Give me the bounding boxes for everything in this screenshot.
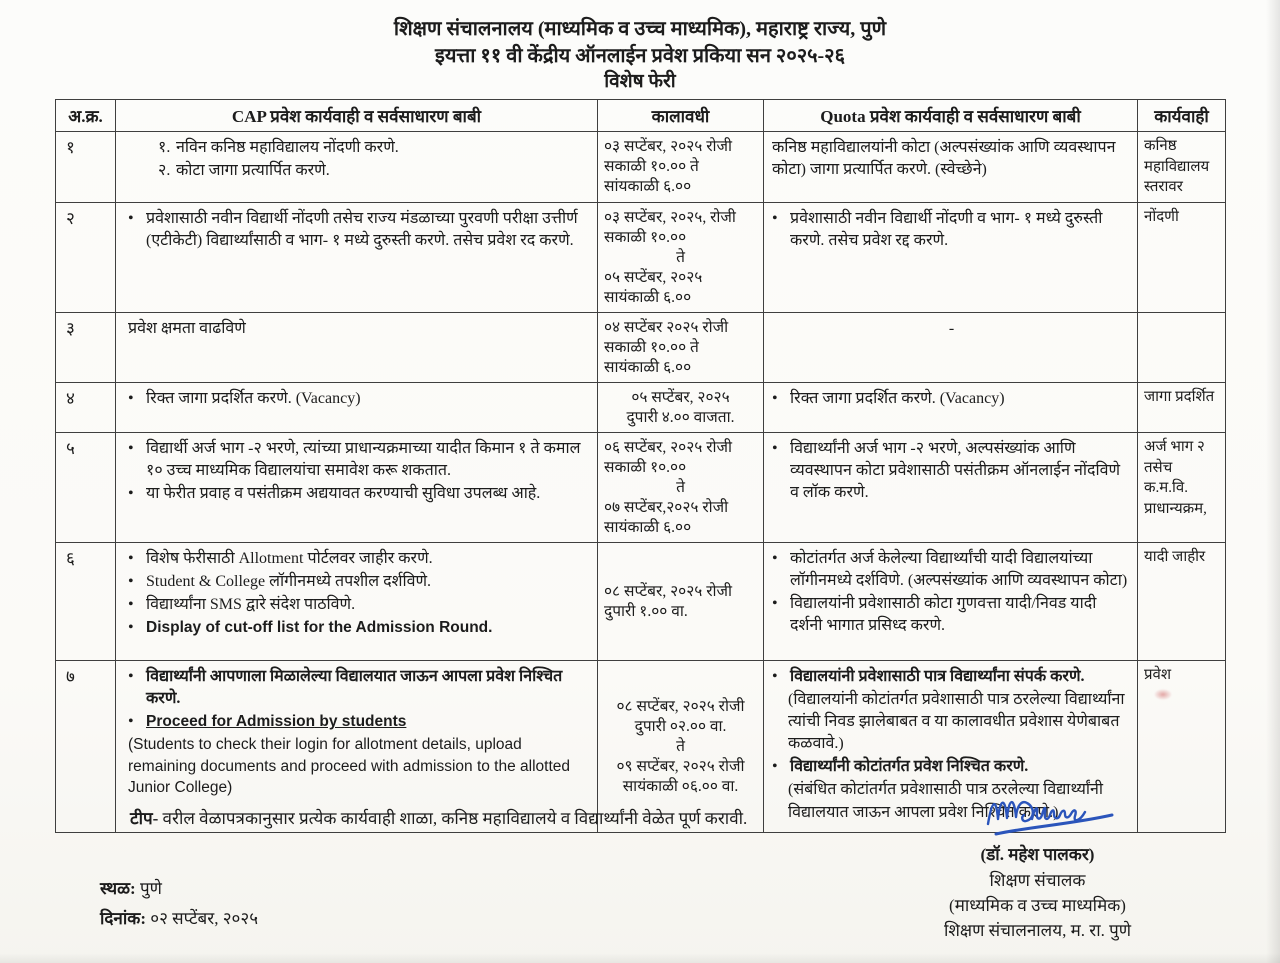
signer-name: (डॉ. महेश पालकर) [980,845,1095,864]
period-line: ०६ सप्टेंबर, २०२५ रोजी [604,439,733,457]
cell-line [788,689,1131,755]
footnote-text: वरील वेळापत्रकानुसार प्रत्येक कार्यवाही शाळा, कनिष्ठ महाविद्यालये व विद्यार्थ्यांनी वेळेत पूर्ण करावी. [162,809,748,828]
item-text: कोटा जागा प्रत्यार्पित करणे. [176,162,330,180]
item-text: रिक्त जागा प्रदर्शित करणे. (Vacancy) [146,390,361,408]
period-line: ०४ सप्टेंबर २०२५ रोजी [604,319,729,337]
cell-line [772,208,1131,252]
cell-line [128,594,591,616]
period-line: दुपारी १.०० वा. [604,603,688,621]
item-text: या फेरीत प्रवाह व पसंतीक्रम अद्ययावत करण्याची सुविधा उपलब्ध आहे. [146,485,541,503]
period-line: सायंकाळी ०६.०० वा. [622,778,739,796]
signer-title: शिक्षण संचालक [989,871,1086,890]
item-text: (विद्यालयांनी कोटांतर्गत प्रवेशासाठी पात्र ठरलेल्या विद्यार्थ्यांना त्यांची निवड झालेबाबत व या कालावधीत प्रवेशास येणेबाबत कळवावे.) [788,691,1125,753]
cell-action [1138,203,1226,313]
col-header-period: कालावधी [598,100,764,132]
table-row [56,383,1226,433]
period-line: सायंकाळी ६.०० [604,289,692,307]
col-header-cap: CAP प्रवेश कार्यवाही व सर्वसाधारण बाबी [116,100,598,132]
period-line: सायंकाळी ६.०० [604,359,692,377]
item-text: प्रवेशासाठी नवीन विद्यार्थी नोंदणी व भाग- १ मध्ये दुरुस्ती करणे. तसेच प्रवेश रद्द करणे. [790,210,1103,250]
signer-block [915,842,1160,943]
cell-line [772,388,1131,410]
cell-quota-actions [764,313,1138,383]
item-text: नविन कनिष्ठ महाविद्यालय नोंदणी करणे. [176,139,399,156]
cell-period [598,433,764,543]
cell-period [598,383,764,433]
list-marker: • [128,440,134,458]
list-marker: • [772,390,778,408]
table-row [56,203,1226,313]
cell-line [128,571,591,593]
action-text: जागा प्रदर्शित [1144,389,1215,406]
signature [980,786,1130,844]
cell-line [158,137,591,159]
period-line: सकाळी १०.०० [604,459,687,477]
list-marker: • [772,210,778,228]
cell-line [128,734,591,798]
cell-quota-actions [764,203,1138,313]
round-title: विशेष फेरी [604,71,676,92]
cell-serial: ३ [56,313,116,383]
period-line: दुपारी ०२.०० वा. [634,718,727,736]
item-text: रिक्त जागा प्रदर्शित करणे. (Vacancy) [790,390,1005,408]
period-line: सकाळी १०.०० ते [604,158,699,175]
cell-cap-actions [116,203,598,313]
table-row [56,543,1226,661]
cell-cap-actions [116,433,598,543]
place-label: स्थळ: [100,879,136,898]
cell-action [1138,543,1226,661]
stamp-mark [1154,689,1172,700]
cell-serial: ४ [56,383,116,433]
schedule-table [55,99,1226,833]
cell-action [1138,383,1226,433]
period-line: सांयकाळी ६.०० [604,178,692,195]
place-line [100,874,258,904]
period-line: ०९ सप्टेंबर, २०२५ रोजी [616,758,745,776]
list-marker: • [128,210,134,228]
list-marker: • [772,550,778,568]
item-text: (Students to check their login for allotment details, upload remaining documents and proceed with admission to the allotted Junior College) [128,736,571,797]
period-line: ०३ सप्टेंबर, २०२५ रोजी [604,138,733,155]
item-text: कोटांतर्गत अर्ज केलेल्या विद्यार्थ्यांची यादी विद्यालयांच्या लॉगीनमध्ये दर्शविणे. (अल्पसंख्यांक आणि व्यवस्थापन कोटा) [790,550,1128,590]
cell-serial: २ [56,203,116,313]
list-marker: • [772,758,778,776]
cell-quota-actions [764,433,1138,543]
cell-action [1138,433,1226,543]
period-line: ०८ सप्टेंबर, २०२५ रोजी [616,698,745,716]
signer-org: शिक्षण संचालनालय, म. रा. पुणे [943,921,1132,940]
item-text: विद्यार्थ्यांनी कोटांतर्गत प्रवेश निश्चित करणे. [790,758,1029,776]
col-header-serial: अ.क्र. [56,100,116,132]
cell-cap-actions [116,383,598,433]
schedule-table-body [56,132,1226,833]
item-text: प्रवेश क्षमता वाढविणे [128,320,246,338]
list-marker: • [128,713,134,731]
cell-action [1138,313,1226,383]
cell-quota-actions [764,132,1138,203]
cell-line [128,548,591,570]
action-text: यादी जाहीर [1144,549,1206,566]
item-text: विद्यालयांनी प्रवेशासाठी पात्र विद्यार्थ्यांना संपर्क करणे. [790,668,1085,686]
cell-line [772,666,1131,688]
cell-serial: १ [56,132,116,203]
cell-line [772,756,1131,778]
period-line: सकाळी १०.०० [604,229,687,247]
cell-line [128,438,591,482]
cell-period [598,543,764,661]
list-marker: • [128,390,134,408]
item-text: Proceed for Admission by students [146,713,407,731]
cell-line [128,711,591,733]
period-line: ते [676,249,685,267]
cell-action [1138,661,1226,833]
action-text: अर्ज भाग २ तसेच क.म.वि. प्राधान्यक्रम, [1144,439,1207,518]
item-text: विद्यार्थी अर्ज भाग -२ भरणे, त्यांच्या प्राधान्यक्रमाच्या यादीत किमान १ ते कमाल १० उच्च माध्यमिक विद्यालयांचा समावेश करू शकतात. [146,440,581,480]
list-marker: २. [158,162,171,180]
cell-line [128,617,591,639]
table-row [56,433,1226,543]
cell-line [128,208,591,252]
period-line: ते [676,738,685,756]
date-label: दिनांक: [100,909,146,928]
item-text: विद्यालयांनी प्रवेशासाठी कोटा गुणवत्ता यादी/निवड यादी दर्शनी भागात प्रसिध्द करणे. [790,595,1097,635]
item-text: विद्यार्थ्यांना SMS द्वारे संदेश पाठविणे. [146,596,356,614]
list-marker: • [128,668,134,686]
cell-serial: ७ [56,661,116,833]
cell-line [158,160,591,182]
cell-cap-actions [116,313,598,383]
item-text: - [948,320,955,338]
item-text: विशेष फेरीसाठी Allotment पोर्टलवर जाहीर करणे. [146,550,433,568]
item-text: (संबंधित कोटांतर्गत प्रवेशासाठी पात्र ठरलेल्या विद्यार्थ्यांनी विद्यालयात जाऊन आपला प्रवेश निश्चित करणे.) [788,781,1104,821]
list-marker: • [128,619,134,637]
list-marker: • [128,573,134,591]
period-line: सकाळी १०.०० ते [604,339,699,357]
cell-period [598,203,764,313]
date-line [100,904,258,934]
period-line: ०५ सप्टेंबर, २०२५ [604,269,703,287]
cell-quota-actions [764,543,1138,661]
list-marker: • [128,485,134,503]
cell-serial: ६ [56,543,116,661]
item-text: Student & College लॉगीनमध्ये तपशील दर्शविणे. [146,573,432,591]
item-text: कनिष्ठ महाविद्यालयांनी कोटा (अल्पसंख्यांक आणि व्यवस्थापन कोटा) जागा प्रत्यार्पित करणे. (स्वेच्छेने) [772,139,1116,179]
date-value: ०२ सप्टेंबर, २०२५ [150,909,259,928]
cell-line [128,388,591,410]
list-marker: • [772,440,778,458]
place-value: पुणे [139,879,162,898]
cell-line [128,483,591,505]
cell-line [772,548,1131,592]
footnote-label: टीप- [130,809,159,828]
cell-action [1138,132,1226,203]
cell-line [772,593,1131,637]
period-line: ०८ सप्टेंबर, २०२५ रोजी [604,583,733,601]
list-marker: • [772,668,778,686]
list-marker: • [128,596,134,614]
cell-line [128,318,591,340]
period-line: ०७ सप्टेंबर,२०२५ रोजी [604,499,729,517]
cell-line [772,318,1131,340]
cell-line [772,438,1131,504]
cell-serial: ५ [56,433,116,543]
col-header-action: कार्यवाही [1138,100,1226,132]
period-line: ०५ सप्टेंबर, २०२५ [631,389,730,407]
org-title: शिक्षण संचालनालय (माध्यमिक व उच्च माध्यमिक), महाराष्ट्र राज्य, पुणे [393,18,887,40]
item-text: विद्यार्थ्यांनी आपणाला मिळालेल्या विद्यालयात जाऊन आपला प्रवेश निश्चित करणे. [146,668,563,708]
signature-icon [980,786,1130,844]
document-header [0,0,1280,94]
item-text: प्रवेशासाठी नवीन विद्यार्थी नोंदणी तसेच राज्य मंडळाच्या पुरवणी परीक्षा उत्तीर्ण (एटीकेटी) विद्यार्थ्यांसाठी व भाग- १ मध्ये दुरुस्ती करणे. तसेच प्रवेश रद करणे. [146,210,578,250]
place-date-block [100,874,258,934]
table-row [56,132,1226,203]
document-subtitle: इयत्ता ११ वी केंद्रीय ऑनलाईन प्रवेश प्रकिया सन २०२५-२६ [435,45,845,67]
signer-subtitle: (माध्यमिक व उच्च माध्यमिक) [949,896,1126,915]
table-header [56,100,1226,132]
cell-period [598,313,764,383]
footnote [130,806,850,829]
period-line: सायंकाळी ६.०० [604,519,692,537]
cell-line [772,137,1131,181]
action-text: प्रवेश [1144,667,1172,684]
period-line: ते [676,479,685,497]
item-text: Display of cut-off list for the Admission Round. [146,619,493,637]
cell-period [598,132,764,203]
cell-quota-actions [764,383,1138,433]
action-text: कनिष्ठ महाविद्यालय स्तरावर [1144,138,1210,196]
cell-cap-actions [116,132,598,203]
list-marker: • [772,595,778,613]
cell-line [128,666,591,710]
period-line: दुपारी ४.०० वाजता. [626,409,735,427]
col-header-quota: Quota प्रवेश कार्यवाही व सर्वसाधारण बाबी [764,100,1138,132]
header-row [56,100,1226,132]
list-marker: १. [158,139,171,156]
item-text: विद्यार्थ्यांनी अर्ज भाग -२ भरणे, अल्पसंख्यांक आणि व्यवस्थापन कोटा प्रवेशासाठी पसंतीक्रम ऑनलाईन नोंदविणे व लॉक करणे. [790,440,1121,502]
list-marker: • [128,550,134,568]
cell-cap-actions [116,543,598,661]
table-row [56,313,1226,383]
action-text: नोंदणी [1144,209,1179,226]
period-line: ०३ सप्टेंबर, २०२५, रोजी [604,209,736,227]
